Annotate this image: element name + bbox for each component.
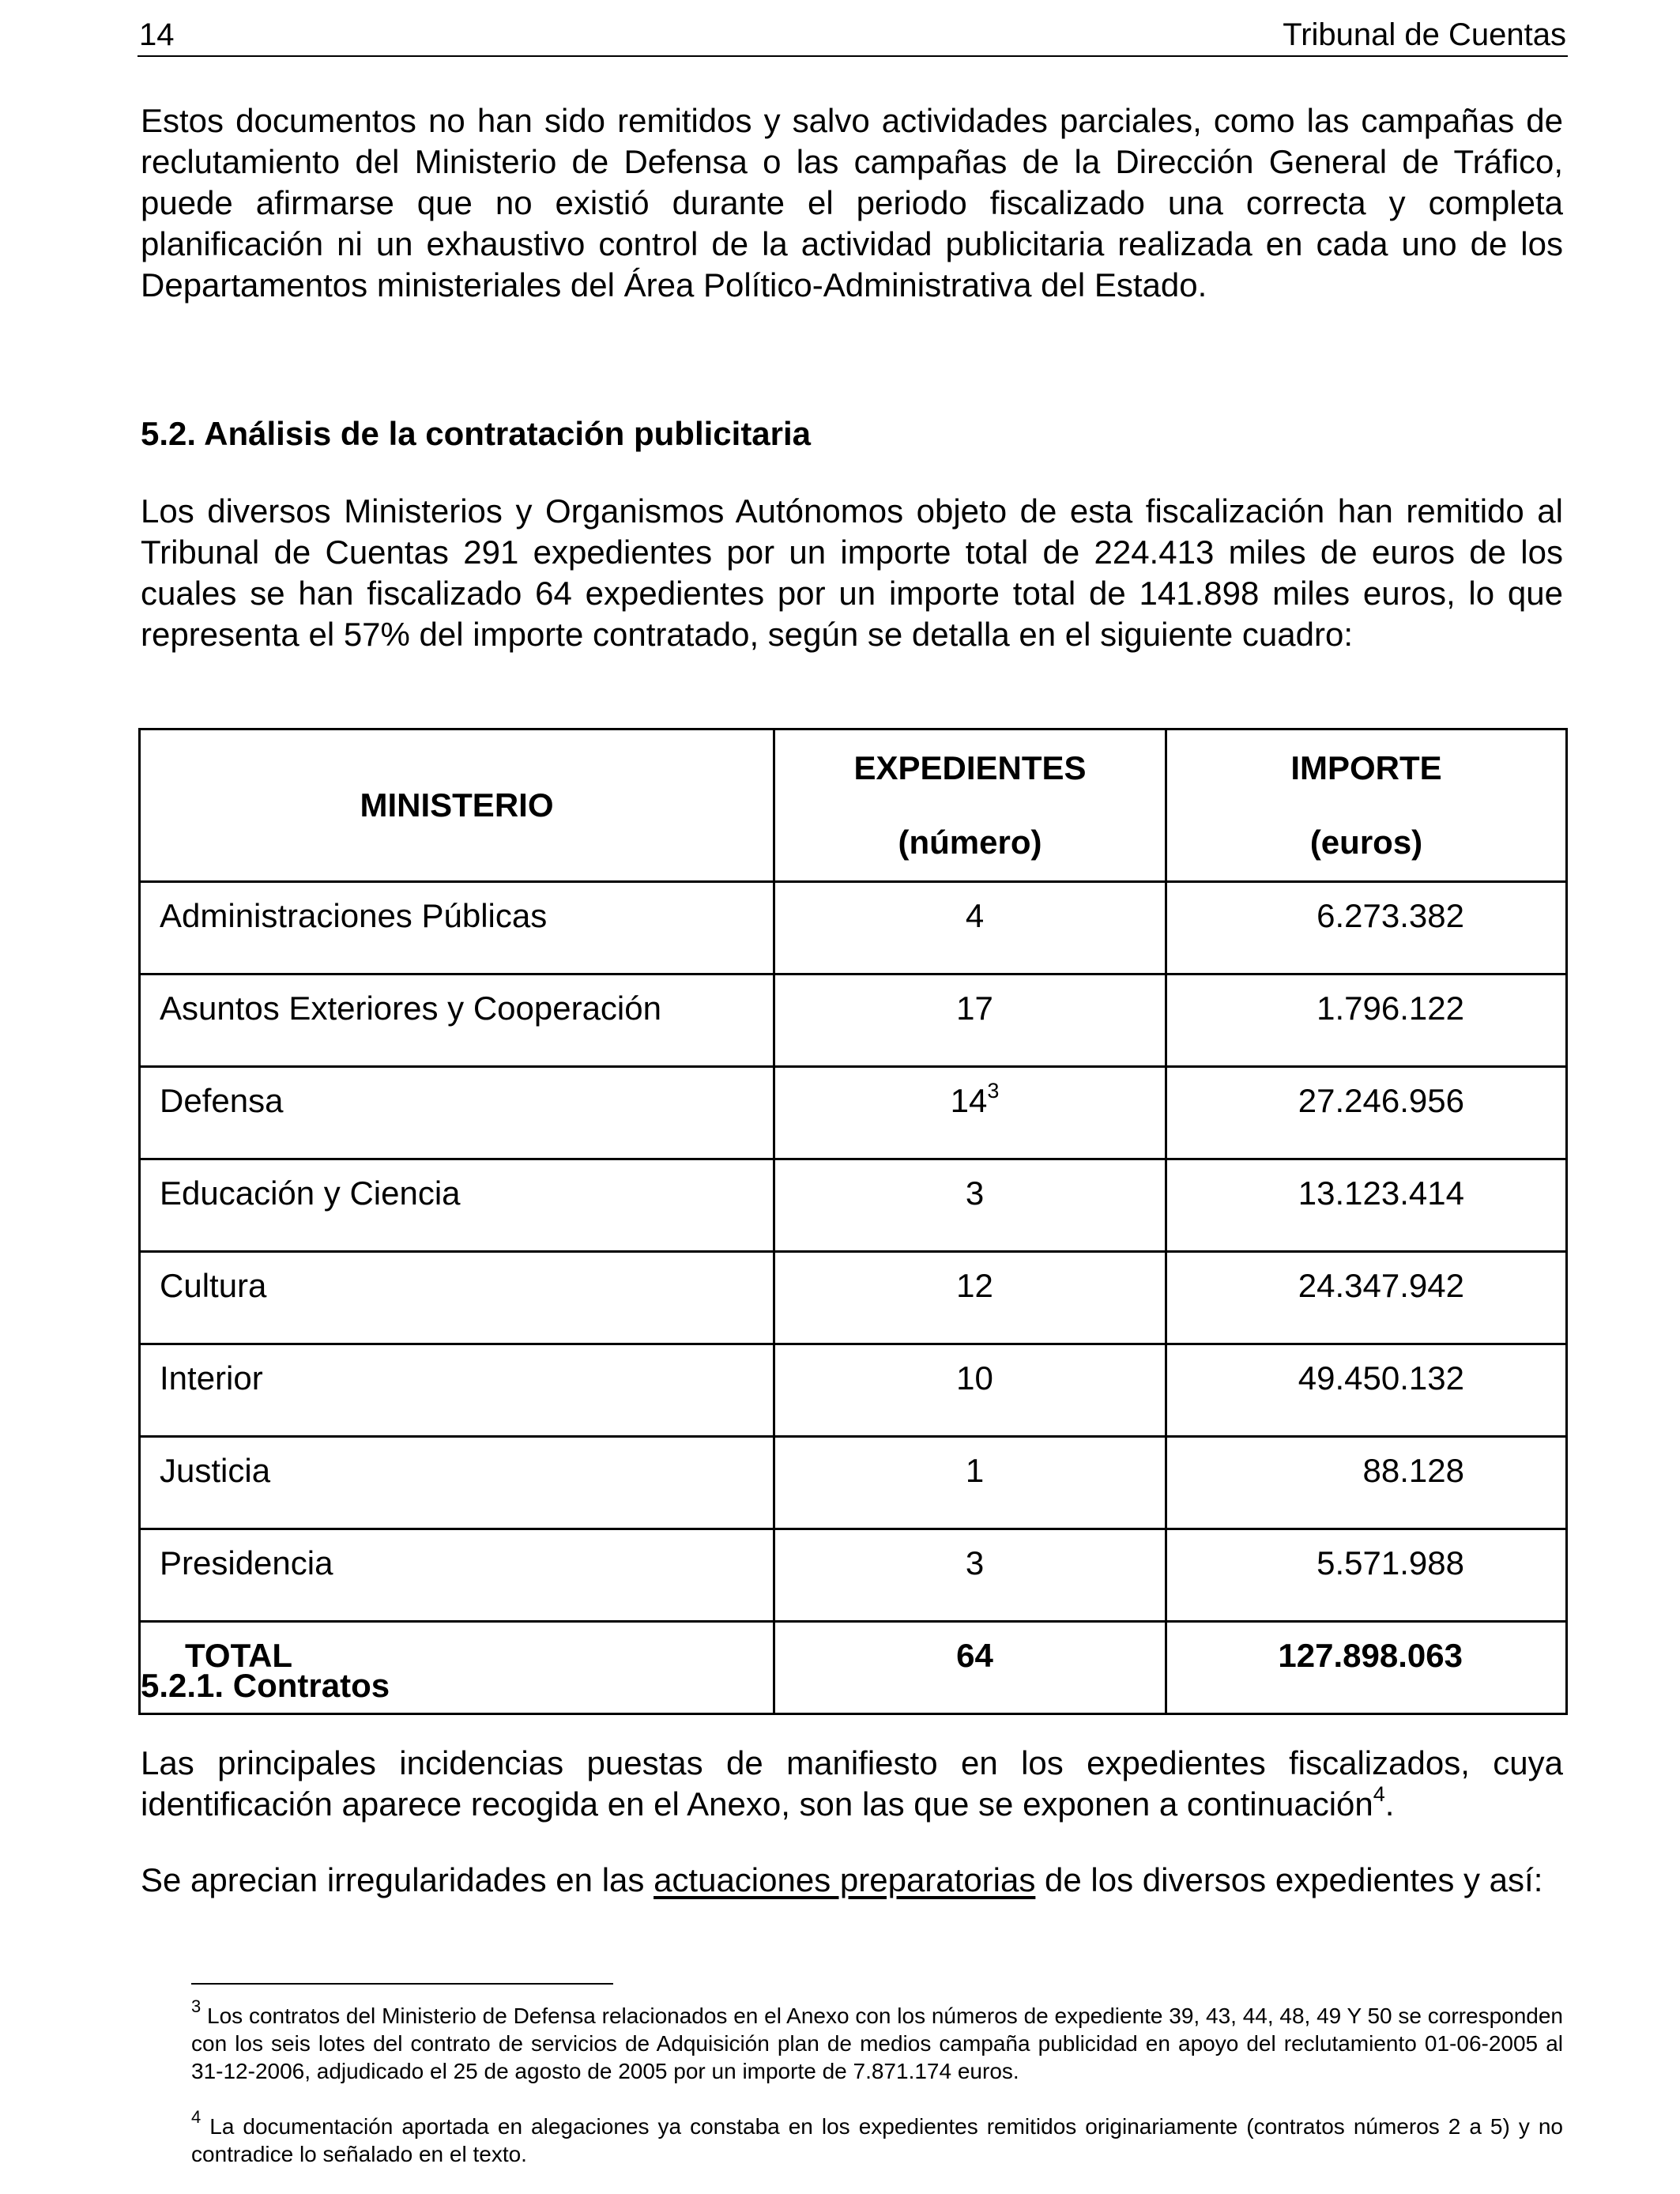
expedientes-value: 14	[950, 1082, 988, 1119]
footnote-ref: 4	[1373, 1782, 1385, 1806]
intro-paragraph: Estos documentos no han sido remitidos y salvo actividades parciales, como las campañas de reclutamiento del Ministerio de Defensa o las campañas de la Dirección General de Tráfico, puede afirmarse que no existió durante el periodo fiscalizado una correcta y completa planificación ni un exhaustivo control de la actividad publicitaria realizada en cada uno de los Departamentos ministeriales del Área Político-Administrativa del Estado.	[141, 102, 1563, 303]
cell-expedientes	[774, 1159, 1166, 1252]
footnote-text: Los contratos del Ministerio de Defensa relacionados en el Anexo con los números de expediente 39, 43, 44, 48, 49 Y 50 se corresponden con los seis lotes del contrato de servicios de Adquisición plan de medios campaña publicidad en apoyo del reclutamiento 01-06-2005 al 31-12-2006, adjudicado el 25 de agosto de 2005 por un importe de 7.871.174 euros.	[191, 2004, 1563, 2083]
paragraph-end: de los diversos expedientes y así:	[1035, 1861, 1543, 1898]
cell-expedientes	[774, 1529, 1166, 1622]
section-heading-5-2-1: 5.2.1. Contratos	[141, 1667, 390, 1704]
cell-importe: 1.796.122	[1166, 974, 1567, 1067]
paragraph-start: Se aprecian irregularidades en las	[141, 1861, 654, 1898]
footnote-4	[191, 2107, 1563, 2168]
footnote-separator	[191, 1983, 613, 1985]
header-ministerio-label: MINISTERIO	[360, 786, 554, 824]
expedientes-value: 4	[965, 897, 985, 934]
header-ministerio	[140, 729, 774, 882]
expedientes-value: 17	[956, 990, 993, 1027]
table-row	[140, 882, 1567, 974]
cell-ministerio: Interior	[140, 1344, 774, 1437]
cell-ministerio: Justicia	[140, 1437, 774, 1529]
cell-importe: 13.123.414	[1166, 1159, 1567, 1252]
paragraph-text: Las principales incidencias puestas de manifiesto en los expedientes fiscalizados, cuya identificación aparece recogida en el Anexo, son las que se exponen a continuación	[141, 1744, 1563, 1823]
table-row	[140, 974, 1567, 1067]
cell-ministerio: Asuntos Exteriores y Cooperación	[140, 974, 774, 1067]
cell-expedientes	[774, 1067, 1166, 1159]
footnote-ref: 3	[987, 1079, 1000, 1103]
page-number: 14	[139, 17, 175, 52]
table-row	[140, 1067, 1567, 1159]
cell-ministerio: Presidencia	[140, 1529, 774, 1622]
cell-expedientes	[774, 974, 1166, 1067]
cell-importe: 49.450.132	[1166, 1344, 1567, 1437]
table-row	[140, 1529, 1567, 1622]
header-importe	[1166, 729, 1567, 882]
cell-ministerio: Administraciones Públicas	[140, 882, 774, 974]
irregularities-paragraph	[141, 1860, 1563, 1901]
section-5-2-paragraph: Los diversos Ministerios y Organismos Autónomos objeto de esta fiscalización han remitido al Tribunal de Cuentas 291 expedientes por un importe total de 224.413 miles de euros de los cuales se han fiscalizado 64 expedientes por un importe total de 141.898 miles euros, lo que representa el 57% del importe contratado, según se detalla en el siguiente cuadro:	[141, 492, 1563, 653]
cell-importe: 5.571.988	[1166, 1529, 1567, 1622]
header-importe-unit: (euros)	[1309, 824, 1423, 861]
section-heading-5-2: 5.2. Análisis de la contratación publicitaria	[141, 415, 812, 452]
cell-expedientes	[774, 1344, 1166, 1437]
footnote-3	[191, 1996, 1563, 2085]
cell-expedientes	[774, 1252, 1166, 1344]
cell-importe: 24.347.942	[1166, 1252, 1567, 1344]
cell-importe: 88.128	[1166, 1437, 1567, 1529]
expedientes-value: 12	[956, 1267, 993, 1304]
table-row	[140, 1437, 1567, 1529]
cell-expedientes	[774, 882, 1166, 974]
footnote-number: 4	[191, 2107, 202, 2127]
ministry-contracts-table	[138, 728, 1568, 1715]
underlined-term: actuaciones preparatorias	[654, 1861, 1036, 1898]
table-header-row	[140, 729, 1567, 882]
section-5-2-1-paragraph	[141, 1743, 1563, 1825]
paragraph-end: .	[1384, 1785, 1395, 1823]
footnote-text: La documentación aportada en alegaciones ya constaba en los expedientes remitidos originariamente (contratos números 2 a 5) y no contradice lo señalado en el texto.	[191, 2114, 1563, 2166]
page-header	[137, 14, 1568, 57]
header-expedientes-label: EXPEDIENTES	[853, 749, 1087, 786]
total-importe: 127.898.063	[1166, 1622, 1567, 1714]
cell-ministerio: Cultura	[140, 1252, 774, 1344]
cell-ministerio: Defensa	[140, 1067, 774, 1159]
table-row	[140, 1159, 1567, 1252]
table-row	[140, 1344, 1567, 1437]
footnote-number: 3	[191, 1996, 202, 2016]
total-expedientes: 64	[774, 1622, 1166, 1714]
expedientes-value: 1	[965, 1452, 985, 1489]
header-expedientes-unit: (número)	[898, 824, 1042, 861]
expedientes-value: 3	[965, 1544, 985, 1581]
cell-expedientes	[774, 1437, 1166, 1529]
header-expedientes	[774, 729, 1166, 882]
expedientes-value: 10	[956, 1359, 993, 1397]
expedientes-value: 3	[965, 1174, 985, 1212]
total-label: TOTAL	[140, 1622, 774, 1714]
header-importe-label: IMPORTE	[1290, 749, 1442, 786]
table-row	[140, 1252, 1567, 1344]
cell-importe: 27.246.956	[1166, 1067, 1567, 1159]
running-title: Tribunal de Cuentas	[1283, 17, 1566, 52]
cell-ministerio: Educación y Ciencia	[140, 1159, 774, 1252]
cell-importe: 6.273.382	[1166, 882, 1567, 974]
